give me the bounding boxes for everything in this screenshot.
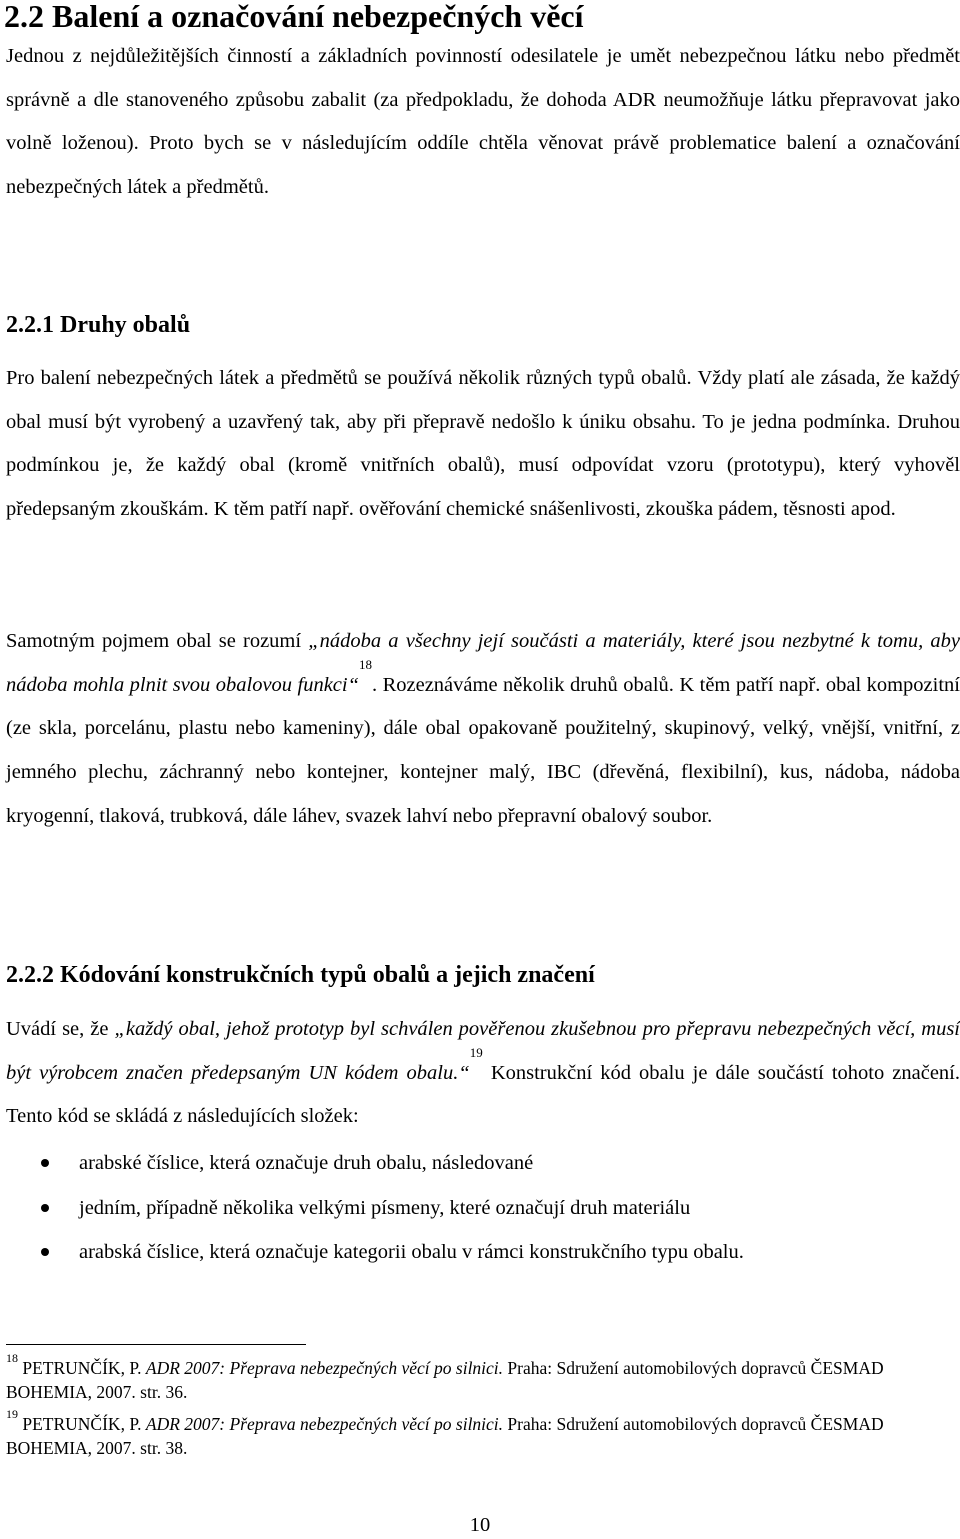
definition-quote: „každý obal, jehož prototyp byl schválen pověřenou zkušebnou pro přepravu nebezpečných věcí, musí být výrobcem značen předepsaným UN kódem obalu.“ xyxy=(6,1018,960,1084)
subsection-title: Druhy obalů xyxy=(60,312,191,338)
section-number: 2.2 xyxy=(4,0,44,34)
paragraph-text: . Rozeznáváme několik druhů obalů. K těm patří např. obal kompozitní (ze skla, porcelánu, plastu nebo kameniny), dále obal opakovaně použitelný, skupinový, velký, vnější, vnitřní, z jemného plechu, záchranný nebo kontejner, kontejner malý, IBC (dřevěná, flexibilní), kus, nádoba, nádoba kryogenní, tlaková, trubková, dále láhev, svazek lahví nebo přepravní obalový soubor. xyxy=(6,673,960,827)
subsection-heading-druhy-obalu xyxy=(6,310,190,340)
subsection-title: Kódování konstrukčních typů obalů a jejich značení xyxy=(60,962,595,988)
list-item xyxy=(0,1141,744,1186)
list-item-text: jedním, případně několika velkými písmeny, které označují druh materiálu xyxy=(79,1196,691,1219)
footnote-author: PETRUNČÍK, P. xyxy=(22,1358,146,1378)
footnote-18 xyxy=(6,1351,906,1404)
footnote-19 xyxy=(6,1407,906,1460)
list-item xyxy=(0,1230,744,1275)
paragraph-pojem-obal xyxy=(6,620,960,839)
page-number: 10 xyxy=(469,1514,491,1536)
footnote-mark: 18 xyxy=(6,1351,18,1365)
paragraph-text: Uvádí se, že xyxy=(6,1018,115,1040)
footnote-divider xyxy=(6,1344,306,1345)
footnote-publisher: Praha: Sdružení automobilových dopravců ČESMAD BOHEMIA, 2007. str. 38. xyxy=(6,1414,884,1458)
list-item xyxy=(0,1186,744,1231)
subsection-number: 2.2.1 xyxy=(6,312,54,338)
section-title: Balení a označování nebezpečných věcí xyxy=(52,0,584,34)
list-item-text: arabské číslice, která označuje druh obalu, následované xyxy=(79,1152,534,1174)
section-heading xyxy=(4,0,584,36)
footnote-publisher: Praha: Sdružení automobilových dopravců ČESMAD BOHEMIA, 2007. str. 36. xyxy=(6,1358,884,1402)
list-item-text: arabská číslice, která označuje kategorii obalu v rámci konstrukčního typu obalu. xyxy=(79,1241,744,1263)
intro-paragraph: Jednou z nejdůležitějších činností a základních povinností odesilatele je umět nebezpečnou látku nebo předmět správně a dle stanoveného způsobu zabalit (za předpokladu, že dohoda ADR neumožňuje látku přepravovat jako volně loženou). Proto bych se v následujícím oddíle chtěla věnovat právě problematice balení a označování nebezpečných látek a předmětů. xyxy=(6,45,960,198)
bullet-list xyxy=(0,1141,744,1275)
paragraph-druhy-obalu: Pro balení nebezpečných látek a předmětů se používá několik různých typů obalů. Vždy platí ale zásada, že každý obal musí být vyrobený a uzavřený tak, aby při přepravě nedošlo k úniku obsahu. To je jedna podmínka. Druhou podmínkou je, že každý obal (kromě vnitřních obalů), musí odpovídat vzoru (prototypu), který vyhověl předepsaným zkouškám. K těm patří např. ověřování chemické snášenlivosti, zkouška pádem, těsnosti apod. xyxy=(6,367,960,520)
footnote-book-title: ADR 2007: Přeprava nebezpečných věcí po silnici. xyxy=(145,1414,504,1434)
bullet-icon xyxy=(41,1248,49,1256)
footnote-author: PETRUNČÍK, P. xyxy=(22,1414,146,1434)
definition-quote: „nádoba a všechny její součásti a materiály, které jsou nezbytné k tomu, aby nádoba mohla plnit svou obalovou funkci“ xyxy=(6,630,960,696)
bullet-icon xyxy=(41,1159,49,1167)
footnote-reference-19[interactable]: 19 xyxy=(469,1044,483,1060)
subsection-heading-kodovani xyxy=(6,960,595,990)
footnote-mark: 19 xyxy=(6,1407,18,1421)
subsection-number: 2.2.2 xyxy=(6,962,54,988)
footnote-book-title: ADR 2007: Přeprava nebezpečných věcí po silnici. xyxy=(145,1358,504,1378)
paragraph-kodovani xyxy=(6,1008,960,1139)
footnote-reference-18[interactable]: 18 xyxy=(359,656,372,672)
paragraph-text: Samotným pojmem obal se rozumí xyxy=(6,630,309,652)
bullet-icon xyxy=(41,1204,49,1212)
paragraph-text: Konstrukční kód obalu je dále součástí tohoto značení. Tento kód se skládá z následujících složek: xyxy=(6,1061,960,1128)
